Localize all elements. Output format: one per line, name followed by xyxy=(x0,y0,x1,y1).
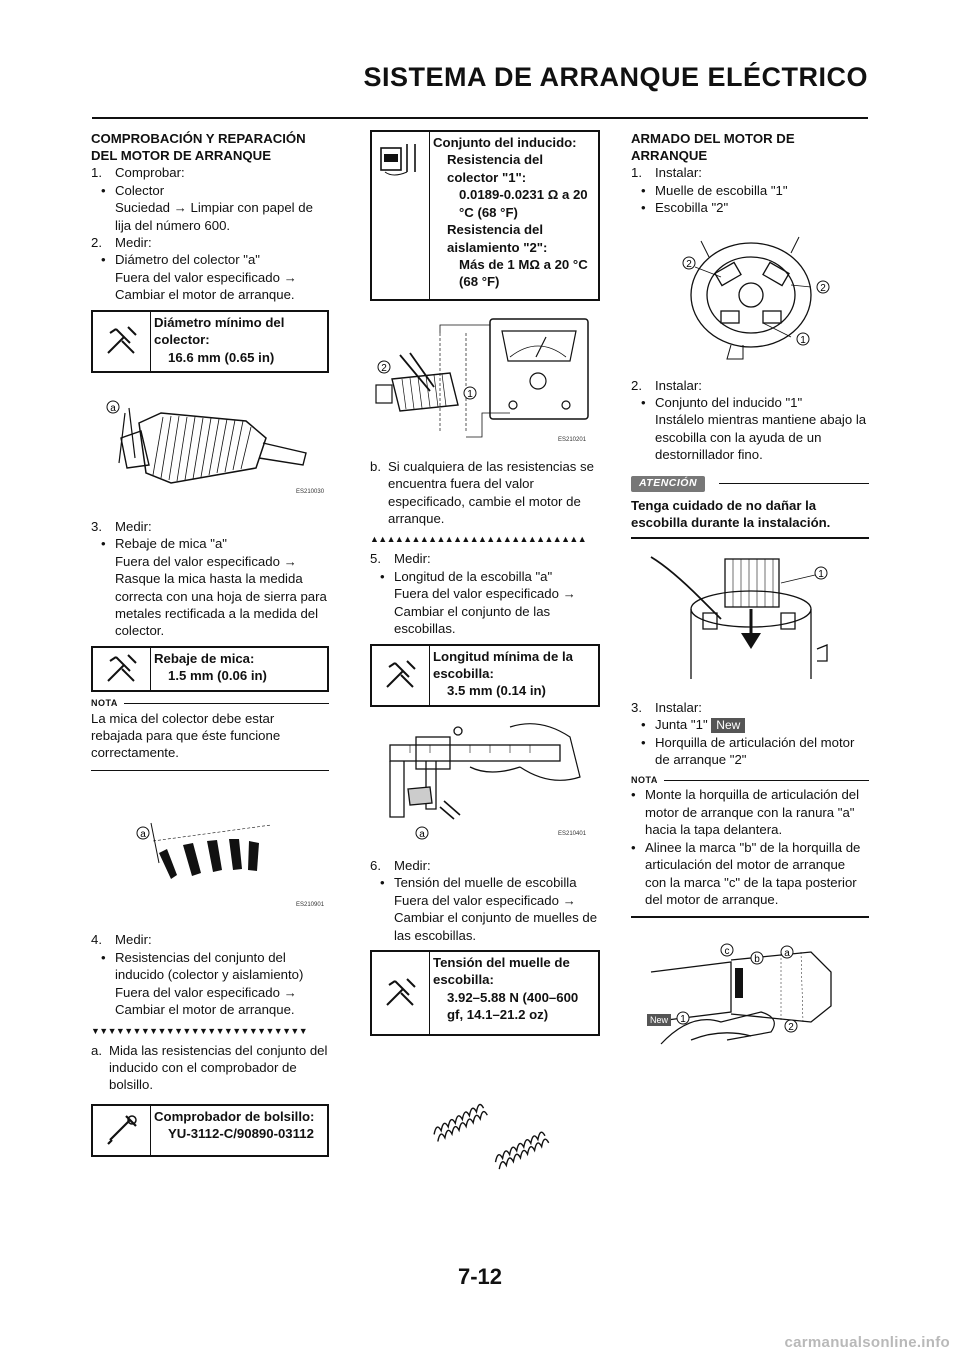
spec-box-mica-undercut: Rebaje de mica: 1.5 mm (0.06 in) xyxy=(91,646,329,692)
note-bullet: • Alinee la marca "b" de la horquilla de articulación del motor de arranque con la marca "c" de la tapa posterior del motor de arranque. xyxy=(631,839,861,907)
column-1 xyxy=(91,130,329,1163)
column-2 xyxy=(370,130,600,1180)
figure-label-2: 2 xyxy=(788,1021,794,1033)
bullet: • Escobilla "2" xyxy=(641,200,729,216)
watermark: carmanualsonline.info xyxy=(784,1334,950,1351)
substep-a: a. Mida las resistencias del conjunto del inducido con el comprobador de bolsillo. xyxy=(91,1042,328,1093)
figure-label-a: a xyxy=(419,828,425,840)
bullet-detail: Fuera del valor especificado → Cambiar el conjunto de muelles de las escobillas. xyxy=(394,892,598,943)
figure-label-1: 1 xyxy=(680,1013,686,1025)
figure-armature-tester xyxy=(370,313,600,448)
bullet: • Diámetro del colector "a" xyxy=(101,252,260,268)
figure-brush-holder xyxy=(631,227,869,367)
note-block: NOTA La mica del colector debe estar rebajada para que éste funcione correctamente. xyxy=(91,698,329,772)
measure-tool-icon xyxy=(372,646,430,705)
step-3: 3. Instalar: xyxy=(631,699,702,715)
bullet: • Tensión del muelle de escobilla xyxy=(380,875,577,891)
step-2: 2. Medir: xyxy=(91,235,152,250)
figure-brush-caliper xyxy=(370,717,600,847)
procedure-end-marker: ▲▲▲▲▲▲▲▲▲▲▲▲▲▲▲▲▲▲▲▲▲▲▲▲▲▲ xyxy=(370,535,587,545)
step-6: 6. Medir: xyxy=(370,857,431,873)
bullet: • Colector xyxy=(101,182,165,198)
figure-brush-springs xyxy=(370,1060,600,1170)
measure-tool-icon xyxy=(372,952,430,1034)
figure-label-2: 2 xyxy=(381,362,387,374)
header-rule xyxy=(92,117,868,119)
figure-label-c: c xyxy=(724,945,730,957)
spec-box-commutator-diameter: Diámetro mínimo del colector: 16.6 mm (0.65 in) xyxy=(91,310,329,373)
note-bullet: • Monte la horquilla de articulación del motor de arranque con la ranura "a" hacia la tapa delantera. xyxy=(631,787,860,838)
substep-b: b. Si cualquiera de las resistencias se encuentra fuera del valor especificado, cambie el motor de arranque. xyxy=(370,458,594,527)
spec-box-pocket-tester: Comprobador de bolsillo: YU-3112-C/90890-03112 xyxy=(91,1104,329,1157)
step-1: 1. Comprobar: xyxy=(91,165,185,181)
figure-code: ES210901 xyxy=(296,902,325,909)
figure-label-2: 2 xyxy=(820,282,826,294)
bullet: • Horquilla de articulación del motor de arranque "2" xyxy=(641,734,855,768)
figure-label-1: 1 xyxy=(467,388,473,400)
spec-box-brush-spring-force: Tensión del muelle de escobilla: 3.92–5.88 N (400–600 gf, 14.1–21.2 oz) xyxy=(370,950,600,1036)
figure-clutch-alignment xyxy=(631,932,869,1052)
step-4: 4. Medir: xyxy=(91,932,152,948)
step-3: 3. Medir: xyxy=(91,518,152,534)
figure-code: ES210201 xyxy=(558,436,587,443)
measure-tool-icon xyxy=(93,312,151,371)
column-3 xyxy=(631,130,869,1062)
caution-badge: ATENCIÓN xyxy=(631,476,705,492)
figure-label-a: a xyxy=(110,402,116,414)
page-number: 7-12 xyxy=(457,1264,503,1289)
bullet-detail: Fuera del valor especificado → Cambiar el motor de arranque. xyxy=(115,984,297,1018)
section-heading-assembly: ARMADO DEL MOTOR DE ARRANQUE xyxy=(631,131,795,164)
tool-wrench-icon xyxy=(93,1106,151,1155)
step-2: 2. Instalar: xyxy=(631,377,702,393)
spec-box-armature-resistance: Conjunto del inducido: Resistencia del colector "1": 0.0189-0.0231 Ω a 20 °C (68 °F) Resistencia del aislamiento "2": Más de 1 MΩ a 20 °C (68 °F) xyxy=(370,130,600,301)
bullet-detail: Fuera del valor especificado → Cambiar el motor de arranque. xyxy=(115,269,297,303)
figure-code: ES210030 xyxy=(296,488,325,495)
figure-label-a: a xyxy=(140,829,146,841)
procedure-start-marker: ▼▼▼▼▼▼▼▼▼▼▼▼▼▼▼▼▼▼▼▼▼▼▼▼▼▼ xyxy=(91,1026,308,1036)
figure-label-2: 2 xyxy=(686,258,692,270)
figure-mica-undercut xyxy=(91,781,329,921)
tester-icon xyxy=(372,132,430,299)
new-part-badge: New xyxy=(649,1014,669,1025)
note-text: La mica del colector debe estar rebajada para que éste funcione correctamente. xyxy=(91,710,281,761)
figure-label-1: 1 xyxy=(800,334,806,346)
bullet: • Junta "1" New xyxy=(631,716,869,733)
figure-label-1: 1 xyxy=(818,568,824,580)
bullet-detail: Suciedad → Limpiar con papel de lija del número 600. xyxy=(115,200,313,233)
bullet: • Muelle de escobilla "1" xyxy=(641,182,788,198)
bullet: • Rebaje de mica "a" xyxy=(101,536,227,552)
spring-icon xyxy=(432,1103,549,1168)
figure-code: ES210401 xyxy=(558,830,587,837)
spec-box-brush-length: Longitud mínima de la escobilla: 3.5 mm (0.14 in) xyxy=(370,644,600,707)
figure-label-b: b xyxy=(754,953,760,965)
figure-label-a: a xyxy=(784,947,790,959)
measure-tool-icon xyxy=(93,648,151,690)
note-block: NOTA • Monte la horquilla de articulación del motor de arranque con la ranura "a" hacia la tapa delantera. • Alinee la marca "b" de la horquilla de articulación del motor de arranque con la marca "c" de la tapa posterior del motor de arranque. xyxy=(631,775,869,918)
bullet: • Resistencias del conjunto del inducido (colector y aislamiento) xyxy=(101,949,304,983)
step-5: 5. Medir: xyxy=(370,551,431,567)
page-title: SISTEMA DE ARRANQUE ELÉCTRICO xyxy=(363,62,868,92)
caution-text: Tenga cuidado de no dañar la escobilla durante la instalación. xyxy=(631,497,831,530)
new-part-badge: New xyxy=(711,718,745,733)
bullet: • Conjunto del inducido "1" xyxy=(641,395,803,410)
bullet-detail: Fuera del valor especificado → Rasque la mica hasta la medida correcta con una hoja de sierra para metales rectificada a la medida del colector. xyxy=(115,553,327,639)
figure-commutator-diameter xyxy=(91,383,329,508)
caution-header xyxy=(631,476,869,492)
bullet-detail: Fuera del valor especificado → Cambiar el conjunto de las escobillas. xyxy=(394,586,576,637)
figure-armature-install xyxy=(631,549,869,689)
step-1: 1. Instalar: xyxy=(631,165,702,181)
section-heading-check: COMPROBACIÓN Y REPARACIÓN DEL MOTOR DE ARRANQUE xyxy=(91,131,306,164)
bullet-detail: Instálelo mientras mantiene abajo la escobilla con la ayuda de un destornillador fino. xyxy=(655,412,867,463)
bullet: • Longitud de la escobilla "a" xyxy=(380,568,553,584)
